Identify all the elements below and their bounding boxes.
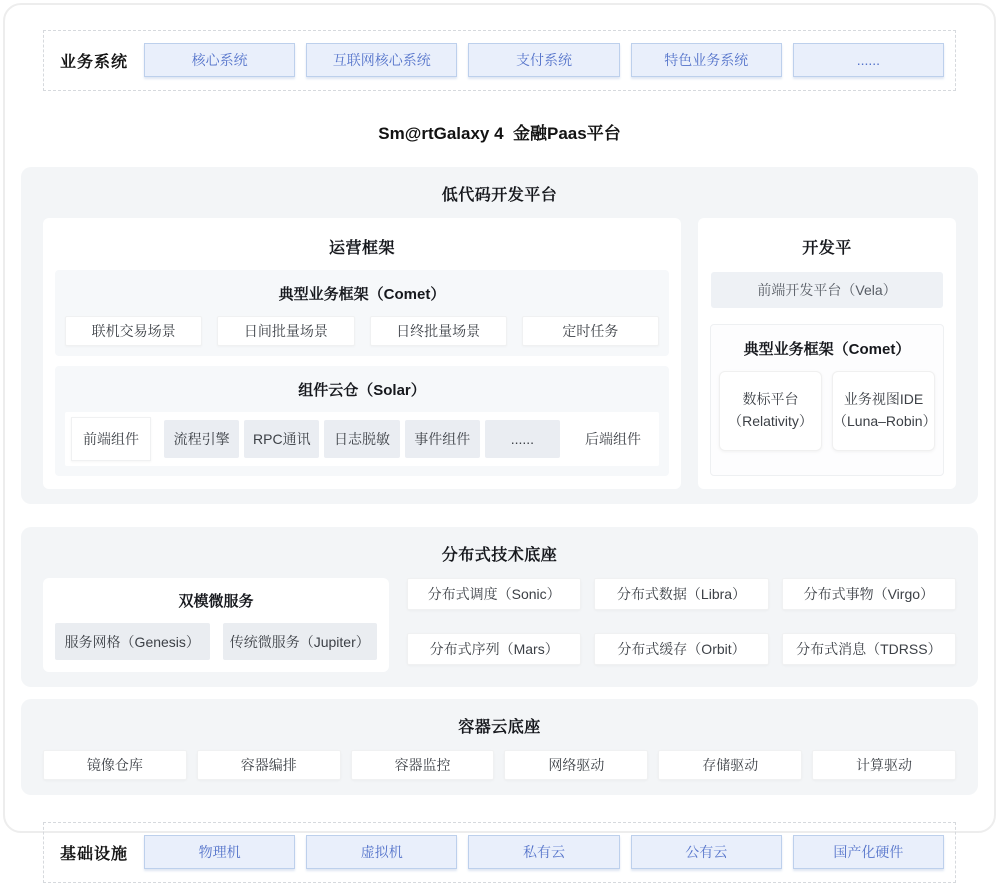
dev-platform-panel	[698, 218, 956, 489]
distributed-item-box: 分布式缓存（Orbit）	[594, 633, 768, 665]
infrastructure-button[interactable]: 虚拟机	[306, 835, 457, 869]
dev-tool-boxes	[719, 371, 935, 451]
infrastructure-band	[43, 822, 956, 883]
infrastructure-button[interactable]: 国产化硬件	[793, 835, 944, 869]
business-system-button[interactable]: 支付系统	[468, 43, 619, 77]
solar-component-chip: ......	[485, 420, 560, 458]
infrastructure-button[interactable]: 公有云	[631, 835, 782, 869]
dev-tool-name: 业务视图IDE	[843, 391, 924, 408]
dev-tool-box	[832, 371, 935, 451]
infrastructure-buttons	[144, 835, 944, 869]
infrastructure-label: 基础设施	[59, 845, 128, 863]
operation-framework-title: 运营框架	[328, 240, 395, 257]
distributed-item-box: 分布式序列（Mars）	[407, 633, 581, 665]
architecture-diagram	[3, 3, 996, 863]
distributed-item-box: 分布式调度（Sonic）	[407, 578, 581, 610]
solar-panel	[55, 366, 669, 476]
distributed-item-box: 分布式事物（Virgo）	[782, 578, 956, 610]
solar-component-chip: RPC通讯	[244, 420, 319, 458]
comet-framework-panel	[55, 270, 669, 356]
dual-mode-chip: 服务网格（Genesis）	[55, 623, 210, 660]
solar-title: 组件云仓（Solar）	[298, 382, 426, 399]
dev-tool-codename: （Luna–Robin）	[833, 413, 937, 429]
dual-mode-chips	[55, 623, 377, 660]
container-item-box: 计算驱动	[812, 750, 956, 780]
dev-comet-title: 典型业务框架（Comet）	[743, 341, 911, 358]
container-item-box: 镜像仓库	[43, 750, 187, 780]
solar-component-chip: 事件组件	[405, 420, 480, 458]
distributed-title: 分布式技术底座	[441, 547, 558, 564]
comet-scenarios	[65, 316, 659, 346]
dual-mode-title: 双模微服务	[178, 593, 254, 610]
container-title: 容器云底座	[458, 719, 541, 736]
dev-comet-panel	[710, 324, 944, 476]
container-item-box: 存储驱动	[658, 750, 802, 780]
business-systems-band	[43, 30, 956, 91]
solar-component-chip: 流程引擎	[164, 420, 239, 458]
dev-tool-box	[719, 371, 822, 451]
container-item-box: 容器监控	[351, 750, 495, 780]
lowcode-section	[21, 167, 978, 504]
comet-framework-title: 典型业务框架（Comet）	[278, 286, 446, 303]
dual-mode-panel	[43, 578, 389, 672]
lowcode-title: 低代码开发平台	[441, 187, 558, 204]
vela-platform-chip: 前端开发平台（Vela）	[711, 272, 943, 308]
solar-component-chip: 日志脱敏	[324, 420, 399, 458]
solar-strip	[65, 412, 659, 466]
business-system-button[interactable]: 互联网核心系统	[306, 43, 457, 77]
operation-framework-panel	[43, 218, 681, 489]
infrastructure-button[interactable]: 物理机	[144, 835, 295, 869]
infrastructure-button[interactable]: 私有云	[468, 835, 619, 869]
frontend-component-box: 前端组件	[71, 417, 151, 461]
scenario-box: 定时任务	[522, 316, 659, 346]
distributed-item-box: 分布式消息（TDRSS）	[782, 633, 956, 665]
dual-mode-chip: 传统微服务（Jupiter）	[223, 623, 378, 660]
scenario-box: 日终批量场景	[370, 316, 507, 346]
backend-component-label: 后端组件	[585, 431, 641, 447]
business-systems-label: 业务系统	[59, 53, 128, 71]
business-system-button[interactable]: 核心系统	[144, 43, 295, 77]
container-items	[43, 750, 956, 780]
solar-chips	[164, 420, 560, 458]
distributed-item-box: 分布式数据（Libra）	[594, 578, 768, 610]
business-system-button[interactable]: ......	[793, 43, 944, 77]
distributed-section	[21, 527, 978, 687]
container-item-box: 容器编排	[197, 750, 341, 780]
dev-tool-codename: （Relativity）	[728, 413, 813, 429]
container-section	[21, 699, 978, 795]
dev-tool-name: 数标平台	[742, 391, 799, 408]
business-system-button[interactable]: 特色业务系统	[631, 43, 782, 77]
business-systems-buttons	[144, 43, 944, 77]
platform-title: Sm@rtGalaxy 4 金融Paas平台	[378, 124, 621, 143]
dev-platform-title: 开发平	[802, 240, 852, 257]
container-item-box: 网络驱动	[504, 750, 648, 780]
distributed-items	[407, 578, 956, 672]
scenario-box: 联机交易场景	[65, 316, 202, 346]
scenario-box: 日间批量场景	[217, 316, 354, 346]
